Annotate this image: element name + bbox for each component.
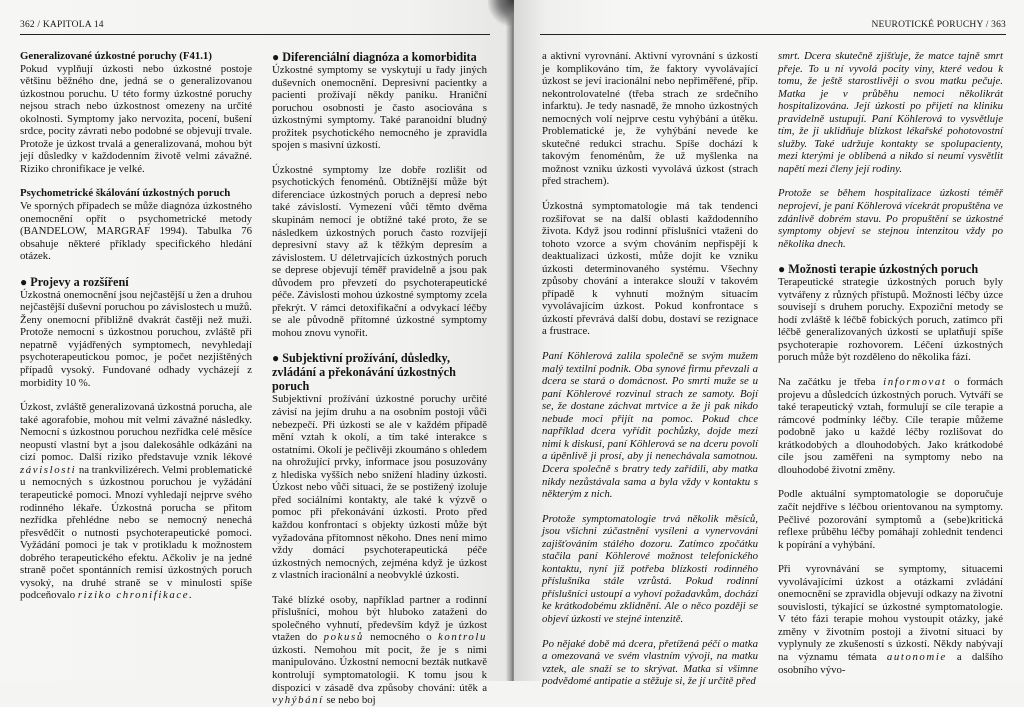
emphasis-spaced: pokusů — [323, 631, 364, 644]
paragraph-generalized-anxiety: Pokud vyplňují úzkosti nebo úzkostné postoje většinu běžného dne, jedná se o generalizovanou úzkostnou poruchu. U této formy úzkostné poruchy nejsou strach nebo úzkostnost omezeny na určité okolnosti. Symptomy jako nervozita, pocení, bušení srdce, pocity závrati nebo podobné se objevují trvale. Protože je úzkost trvalá a generalizovaná, mohou být její důsledky v každodenním životě velmi závažné. Riziko chronifikace je velké. — [20, 62, 252, 175]
heading-manifestation-prevalence — [20, 275, 252, 289]
text-run: a dalšího osobního vývo- — [778, 650, 1004, 676]
case-study-paragraph-4: smrt. Dcera skutečně zjišťuje, že matce tajně smrt přeje. To u ní vyvolá pocity viny, které vedou k tomu, že ještě starostlivěji o svou matku pečuje. Matka je v průběhu nemoci několikrát hospitalizována. Její úzkosti po přijetí na kliniku pravidelně ustupují. Paní Köhlerová to vysvětluje tím, že ji uklidňuje blízkost lékařské pohotovostní služby. Také udržuje kontakty se spolupacienty, mezi kterými je oblíbená a nikdo si neumí vysvětlit napětí mezi členy její rodiny. — [778, 50, 1003, 175]
heading-differential-diagnosis — [272, 50, 487, 64]
paragraph-symptom-spread: Úzkostná symptomatologie má tak tendenci rozšiřovat se na další oblasti každodenního života. Když jsou rodinní příslušníci vtaženi do tohoto vzorce a svým chováním nepřispějí k deaktualizaci úzkosti, může dojít ke vzniku úzkosti determinovaného systému. Všechny způsoby chování a interakce slouží v takovém případě k vyhnutí možným situacím vyvolávajícím úzkost. Pokud konfrontace s úzkostí převrává další dobu, dostaví se rezignace a frustrace. — [542, 200, 758, 338]
text-run: Úzkost, zvláště generalizovaná úzkostná porucha, ale také agorafobie, mohou mít velmi závažné následky. Nemocní s úzkostnou poruchou nezřídka celé měsíce neopustí vlastní byt a jsou dalekosáhle odkázáni na cizí pomoc. Další riziko představuje vznik lékové — [20, 401, 252, 464]
paragraph-psychometric-scaling: Ve sporných případech se může diagnóza úzkostného onemocnění opřít o psychometrické metody (BANDELOW, MARGRAF 1994). Tabulka 76 obsahuje některé příklady specifického hledání otázek. — [20, 200, 252, 263]
running-head-left: 362 / KAPITOLA 14 — [20, 20, 104, 30]
case-study-paragraph-5: Protože se během hospitalizace úzkosti téměř neprojeví, je paní Köhlerová vícekrát propuštěna ve zdánlivě dobrém stavu. Po propuštění se úzkostné symptomy objeví se stejnou intenzitou vždy po několika dnech. — [778, 187, 1003, 250]
left-page — [0, 0, 510, 707]
paragraph-family — [272, 594, 487, 707]
case-study-paragraph-1: Paní Köhlerová zalila společně se svým mužem malý textilní podnik. Oba synové firmu převzali a dcera se stará o domácnost. Po smrti muže se u paní Köhlerové rozvinul strach ze samoty. Bojí se, že dostane záchvat mrtvice a že ji pak nikdo nebude moci přijít na pomoc. Pokud chce například dcera vyřídit pochůzky, dojde mezi nimi k diskusi, paní Köhlerová se na dceru povolí a úpěnlivě ji prosí, aby ji nenechávala samotnou. Dcera společně s bratry tedy zařídili, aby matka nikdy nezůstávala sama a byla vždy v kontaktu s některým z nich. — [542, 350, 758, 501]
heading-psychometric-scaling: Psychometrické škálování úzkostných poruch — [20, 187, 231, 200]
bullet-icon: ● — [778, 262, 789, 277]
text-run: Při vyrovnávání se symptomy, situacemi vyvolávajícími úzkost a otázkami zvládání onemocnění se zpravidla objevují odkazy na životní souvislosti, týkající se úzkostné symptomatologie. V této fázi terapie mohou vystoupit otázky, jaké změny v životním postoji a životní situaci by vyplynuly ze zkušeností s úzkostí. Někdy nabývají na významu témata — [778, 563, 1003, 663]
paragraph-differential: Úzkostné symptomy se vyskytují u řady jiných duševních onemocnění. Depresivní pacientky a pacienti prožívají někdy paniku. Hraniční poruchou osobnosti je často asociována s úzkostnými symptomy. Také paranoidní bludný prožitek psychotického nemocného je zpravidla spojen s masivní úzkostí. — [272, 64, 487, 152]
header-rule-right — [540, 34, 1006, 35]
heading-text: Subjektivní prožívání, důsledky, zvládání a překonávání úzkostných poruch — [272, 351, 456, 394]
header-rule-left — [20, 34, 490, 35]
text-run: Na začátku je třeba — [778, 376, 884, 389]
right-column-1 — [542, 50, 758, 688]
paragraph-comorbidity: Úzkostné symptomy lze dobře rozlišit od psychotických fenoménů. Obtížnější může být diferenciace úzkostných poruch a depresí nebo také závislostí. Vymezení vůči těmto dvěma skupinám nemocí je obtížné také proto, že se následkem úzkostných poruch často rozvíjejí depresivní stavy až k těžkým depresím a závislostem. U déletrvajících úzkostných poruch se deprese objevují téměř pravidelně a jsou pak důvodem pro převzetí do psychoterapeutické péče. Závislosti mohou úzkostné symptomy zcela překrýt. V rámci detoxifikační a odvykací léčby se ale původně přítomné úzkostné symptomy mohou znovu vynořit. — [272, 163, 487, 339]
text-run: nemocného o — [363, 631, 439, 644]
heading-generalized-anxiety: Generalizované úzkostné poruchy (F41.1) — [20, 50, 212, 62]
paragraph-confrontation — [778, 563, 1003, 676]
paragraph-current-symptoms: Podle aktuální symptomatologie se doporučuje začít nejdříve s léčbou orientovanou na symptomy. Pečlivé pozorování symptomů a (sebe)kritická reflexe průběhu léčby pomáhají zohlednit tendenci k popírání a vyhýbání. — [778, 488, 1003, 551]
emphasis-spaced: informovat — [883, 376, 947, 389]
case-study-paragraph-2: Protože symptomatologie trvá několik měsíců, jsou všichni zúčastnění vysíleni a vynervováni zajišťováním stálého dozoru. Zatímco zpočátku stačila paní Köhlerové možnost telefonického kontaktu, nyní již potřeba blízkosti rodinného příslušníka stále vzrůstá. Pokud rodinní příslušníci ustoupí a vyhoví požadavkům, dochází ke krátkodobému zklidnění. Ale o něco později se objeví úzkosti ve stejné intenzitě. — [542, 512, 758, 625]
emphasis-spaced: kontrolu — [438, 631, 488, 644]
emphasis-spaced: závislosti — [20, 463, 77, 476]
heading-therapy-options — [778, 262, 1003, 276]
bullet-icon: ● — [272, 50, 283, 64]
text-run: Také blízké osoby, například partner a rodinní příslušníci, mohou být hluboko zataženi do společného vyhnutí, především když je úzkost vtažen do — [272, 593, 487, 644]
bullet-icon: ● — [272, 351, 283, 366]
bullet-icon: ● — [20, 274, 31, 289]
left-column-2 — [272, 50, 487, 707]
paragraph-consequences — [20, 401, 252, 602]
paragraph-subjective: Subjektivní prožívání úzkostné poruchy určité závisí na jejím druhu a na osobním postoji vůči nebezpečí. Při úzkosti se ale v každém případě mění vztah k okolí, a tím také interakce s ostatními. Okolí je pečlivěji zkoumáno s ohledem na ohrožující prvky, informace jsou posuzovány z hlediska vyšších nebo snížení hladiny úzkosti. Úzkost nebo vůči situaci, že se postižený izoluje před sociálními kontakty, ale také k výzvě o pomoc při překonávání úzkosti. Proto před každou konfrontací s objekty úzkosti může být vyžadována přítomnost někoho. Dnes není mimo vždy domácí psychoterapeutická péče úzkostných nemocných, zejména když je úzkost z vlastních iracionální a neobvyklé úzkosti. — [272, 393, 487, 582]
emphasis-spaced: riziko chronifikace. — [77, 589, 194, 602]
right-column-2 — [778, 50, 1003, 676]
heading-text: Diferenciální diagnóza a komorbidita — [282, 50, 477, 64]
heading-text: Projevy a rozšíření — [30, 274, 129, 289]
heading-text: Možnosti terapie úzkostných poruch — [788, 262, 979, 277]
paragraph-avoidance: a aktivní vyrovnání. Aktivní vyrovnání s úzkostí je komplikováno tím, že faktory vyvolávající úzkost se jeví iracionální nebo nepřiměřené, příp. nekontrolovatelné (třeba strach ze srdečního infarktu). Je tedy nasnadě, že mnoho úzkostných nemocných volí nejprve cestu vyhýbání a útěku. Problematické je, že vyhýbání nevede ke skutečné redukci strachu. Spíše dochází k takovým fenoménům, že už myšlenka na možnost vzniku úzkosti vyvolává úzkost (strach před strachem). — [542, 50, 758, 188]
text-run: úzkosti. Nemohou mít pocit, že je s nimi manipulováno. Úzkostní nemocní bezták nutkavě kontrolují symptomatologii. K tomu jsou k dispozici v zásadě dva způsoby chování: útěk a — [272, 643, 487, 694]
text-run: o formách projevu a důsledcích úzkostných poruch. Vytváří se také terapeutický vztah, formulují se cíle terapie a rámcové podmínky léčby. Cíle terapie můžeme podobně jako u každé léčby rozlišovat do krátkodobých a dlouhodobých. Jako krátkodobé cíle jsou zaměřeni na symptomy nebo na dlouhodobé životní změny. — [778, 376, 1003, 476]
left-column-1 — [20, 50, 252, 602]
emphasis-spaced: autonomie — [886, 650, 947, 663]
text-run: na trankvilizérech. Velmi problematické u nemocných s úzkostnou poruchou je vyžádání terapeutické pomoci. Mnozí vyhledají nejprve svého rodinného lékaře. Úzkostná porucha se přitom nezřídka přehlédne nebo se nemocný nenechá přesvědčit o nutnosti psychoterapeutické pomoci. Vyžádání pomoci je tak v protikladu k možnostem dobrého terapeutického efektu. Ačkoliv je na jedné straně počet spontánních remisí úzkostných poruch vysoký, na druhé straně se v minulosti spíše podceňovalo — [20, 463, 252, 602]
paragraph-prevalence: Úzkostná onemocnění jsou nejčastější u žen a druhou nejčastější duševní poruchou po závislostech u mužů. Ženy onemocní přibližně dvakrát častěji než muži. Protože nemocní s úzkostnou poruchou, zvláště při nepatrně vyjádřených symptomech, nevyhledají psychoterapeutickou pomoc, je počet nezjištěných případů vysoký. Fundované odhady vycházejí z morbidity 10 %. — [20, 288, 252, 389]
paragraph-therapy: Terapeutické strategie úzkostných poruch byly vytvářeny z různých přístupů. Možnosti léčby úzce souvisejí s druhem poruchy. Expoziční metody se hodí zvláště k léčbě fobických poruch, zatímco při léčbě generalizovaných úzkostí se uplatňují spíše psychoterapie rozhovorem. Léčení úzkostných poruch může být rozděleno do několika fází. — [778, 276, 1003, 364]
text-run: se nebo boj — [323, 694, 376, 707]
case-study-paragraph-3: Po nějaké době má dcera, přetížená péčí o matka a omezovaná ve svém vlastním vývoji, na matku vztek, ale snaží se to skrývat. Matka si všimne podvědomé antipatie a stěžuje si, že jí určitě před — [542, 637, 758, 688]
right-page — [514, 0, 1024, 688]
paragraph-information — [778, 376, 1003, 476]
emphasis-spaced: vyhýbání — [272, 694, 324, 707]
running-head-right: NEUROTICKÉ PORUCHY / 363 — [871, 20, 1006, 30]
heading-subjective-experience — [272, 351, 487, 393]
